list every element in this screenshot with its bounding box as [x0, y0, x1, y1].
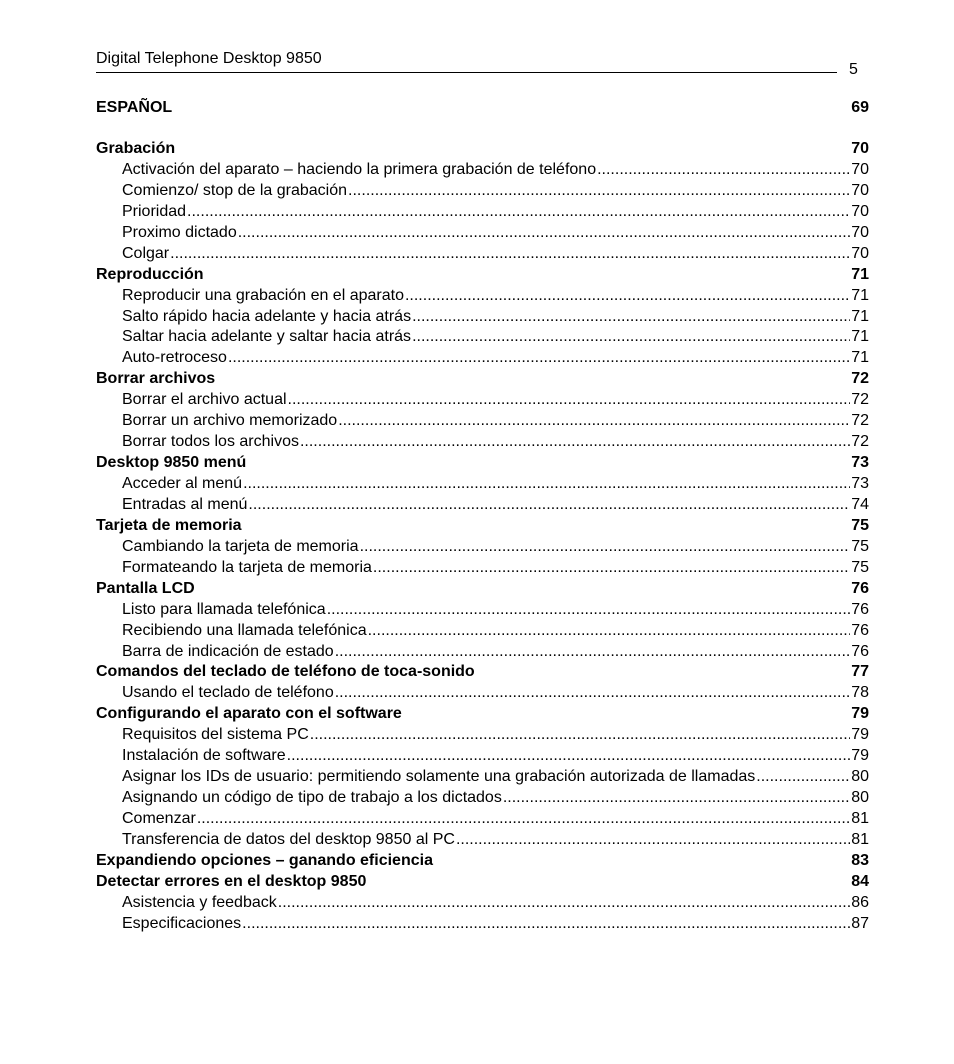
dot-leader [310, 725, 850, 746]
toc-entry-page: 84 [851, 872, 869, 890]
toc-entry [96, 642, 869, 663]
toc-entry-title: Reproducir una grabación en el aparato [122, 286, 404, 304]
toc-entry-page: 73 [851, 454, 869, 472]
toc-entry-page: 76 [851, 621, 869, 639]
language-heading-label: ESPAÑOL [96, 99, 173, 116]
dot-leader [335, 642, 851, 663]
toc-entry-page: 75 [851, 537, 869, 555]
dot-leader [187, 202, 850, 223]
dot-leader [456, 830, 850, 851]
toc-entry-title: Borrar todos los archivos [122, 433, 299, 451]
dot-leader [373, 558, 850, 579]
toc-entry-page: 71 [851, 349, 869, 367]
toc-entry [96, 809, 869, 830]
dot-leader [300, 432, 850, 453]
page-number: 5 [849, 61, 858, 78]
toc-entry-page: 72 [851, 391, 869, 409]
toc-entry-page: 70 [851, 181, 869, 199]
dot-leader [287, 746, 851, 767]
toc-entry-title: Colgar [122, 244, 170, 262]
header-divider [96, 72, 837, 73]
toc-entry [96, 307, 869, 328]
toc-section-heading [96, 453, 869, 474]
toc-entry-page: 70 [851, 140, 869, 157]
toc-entry-page: 78 [851, 684, 869, 702]
toc-entry-page: 72 [851, 412, 869, 430]
dot-leader [335, 683, 850, 704]
toc-entry-title: Formateando la tarjeta de memoria [122, 558, 372, 576]
toc-entry [96, 788, 869, 809]
toc-entry-page: 75 [851, 558, 869, 576]
toc-entry [96, 558, 869, 579]
toc-entry-title: Usando el teclado de teléfono [122, 684, 334, 702]
toc-entry [96, 327, 869, 348]
toc-entry [96, 474, 869, 495]
dot-leader [756, 767, 850, 788]
toc-entry [96, 244, 869, 265]
toc-entry-title: Proximo dictado [122, 223, 237, 241]
toc-entry-page: 81 [851, 830, 869, 848]
toc-entry-page: 76 [851, 600, 869, 618]
dot-leader [338, 411, 850, 432]
toc-entry-page: 71 [851, 286, 869, 304]
toc-entry [96, 286, 869, 307]
toc-entry-page: 83 [851, 851, 869, 869]
dot-leader [197, 809, 850, 830]
toc-entry-title: Reproducción [96, 265, 204, 283]
dot-leader [412, 307, 850, 328]
toc-entry [96, 537, 869, 558]
toc-entry-title: Configurando el aparato con el software [96, 705, 402, 723]
toc-entry-title: Especificaciones [122, 914, 242, 932]
toc-entry [96, 181, 869, 202]
toc-entry [96, 683, 869, 704]
toc-entry-page: 70 [851, 202, 869, 220]
toc-entry-title: Activación del aparato – haciendo la primera grabación de teléfono [122, 160, 597, 178]
toc-entry [96, 160, 869, 181]
toc-section-heading [96, 851, 869, 872]
toc-entry-page: 86 [851, 893, 869, 911]
toc-section-heading [96, 872, 869, 893]
dot-leader [360, 537, 851, 558]
toc-entry-title: Prioridad [122, 202, 187, 220]
toc-entry-title: Grabación [96, 140, 176, 157]
document-title: Digital Telephone Desktop 9850 [96, 50, 322, 67]
toc-entry-title: Tarjeta de memoria [96, 516, 242, 534]
toc-section-heading [96, 662, 869, 683]
toc-entry-page: 72 [851, 433, 869, 451]
toc-entry-title: Comenzar [122, 810, 196, 827]
toc-entry-title: Asignar los IDs de usuario: permitiendo solamente una grabación autorizada de llamadas [122, 768, 756, 786]
toc-entry-title: Requisitos del sistema PC [122, 726, 309, 744]
toc-entry [96, 725, 869, 746]
toc-entry-title: Borrar el archivo actual [122, 391, 287, 409]
toc-entry-page: 71 [851, 328, 869, 346]
toc-entry [96, 893, 869, 914]
toc-entry-page: 79 [851, 705, 869, 723]
toc-entry-title: Comandos del teclado de teléfono de toca-sonido [96, 663, 475, 681]
toc-entry-title: Transferencia de datos del desktop 9850 al PC [122, 830, 455, 848]
toc-entry-page: 71 [851, 265, 869, 283]
toc-entry [96, 746, 869, 767]
toc-entry-page: 73 [851, 475, 869, 492]
toc-entry-title: Listo para llamada telefónica [122, 600, 326, 618]
dot-leader [368, 621, 851, 642]
toc-entry [96, 495, 869, 516]
toc-entry [96, 600, 869, 621]
toc-entry-title: Pantalla LCD [96, 579, 195, 597]
toc-entry-title: Instalación de software [122, 747, 286, 765]
toc-entry-title: Acceder al menú [122, 475, 243, 492]
toc-section-heading [96, 369, 869, 390]
toc-entry [96, 348, 869, 369]
toc-entry [96, 432, 869, 453]
toc-entry-title: Desktop 9850 menú [96, 454, 247, 472]
toc-entry [96, 621, 869, 642]
dot-leader [597, 160, 850, 181]
toc-section-heading [96, 579, 869, 600]
toc-entry-title: Asignando un código de tipo de trabajo a los dictados [122, 789, 502, 807]
toc-entry-title: Auto-retroceso [122, 349, 227, 367]
toc-entry-title: Recibiendo una llamada telefónica [122, 621, 367, 639]
toc-entry-title: Comienzo/ stop de la grabación [122, 181, 348, 199]
toc-entry [96, 767, 869, 788]
dot-leader [503, 788, 850, 809]
toc-entry-page: 79 [851, 726, 869, 744]
toc-entry-page: 80 [851, 768, 869, 786]
toc-section-heading [96, 704, 869, 725]
toc-entry-title: Expandiendo opciones – ganando eficiencia [96, 851, 433, 869]
toc-entry-page: 74 [851, 495, 869, 513]
dot-leader [238, 223, 850, 244]
table-of-contents [96, 139, 869, 935]
toc-entry-title: Detectar errores en el desktop 9850 [96, 872, 367, 890]
dot-leader [405, 286, 850, 307]
dot-leader [248, 495, 850, 516]
toc-entry-page: 81 [851, 810, 869, 827]
toc-section-heading [96, 265, 869, 286]
dot-leader [228, 348, 850, 369]
toc-entry [96, 914, 869, 935]
toc-entry [96, 202, 869, 223]
toc-entry-title: Salto rápido hacia adelante y hacia atrás [122, 307, 412, 325]
toc-entry-title: Saltar hacia adelante y saltar hacia atrás [122, 328, 412, 346]
toc-entry [96, 830, 869, 851]
dot-leader [243, 474, 850, 495]
language-heading [96, 98, 869, 118]
toc-entry-title: Cambiando la tarjeta de memoria [122, 537, 359, 555]
dot-leader [412, 327, 850, 348]
toc-entry-page: 70 [851, 244, 869, 262]
toc-entry-page: 77 [851, 663, 869, 681]
toc-entry-title: Borrar un archivo memorizado [122, 412, 338, 430]
dot-leader [348, 181, 850, 202]
toc-entry-page: 76 [851, 642, 869, 660]
toc-entry-title: Asistencia y feedback [122, 893, 277, 911]
dot-leader [242, 914, 850, 935]
toc-entry-title: Borrar archivos [96, 370, 216, 388]
toc-entry-page: 75 [851, 516, 869, 534]
toc-entry-page: 70 [851, 160, 869, 178]
toc-entry [96, 223, 869, 244]
toc-entry [96, 390, 869, 411]
toc-entry-title: Barra de indicación de estado [122, 642, 334, 660]
toc-entry-page: 76 [851, 579, 869, 597]
dot-leader [170, 244, 850, 265]
toc-entry-page: 87 [851, 914, 869, 932]
toc-entry [96, 411, 869, 432]
toc-section-heading [96, 516, 869, 537]
dot-leader [288, 390, 851, 411]
toc-entry-page: 72 [851, 370, 869, 388]
toc-entry-title: Entradas al menú [122, 495, 248, 513]
toc-entry-page: 80 [851, 789, 869, 807]
toc-entry-page: 71 [851, 307, 869, 325]
dot-leader [327, 600, 851, 621]
toc-entry-page: 79 [851, 747, 869, 765]
toc-entry-page: 70 [851, 223, 869, 241]
dot-leader [278, 893, 850, 914]
toc-section-heading [96, 139, 869, 160]
language-heading-page: 69 [851, 99, 869, 116]
